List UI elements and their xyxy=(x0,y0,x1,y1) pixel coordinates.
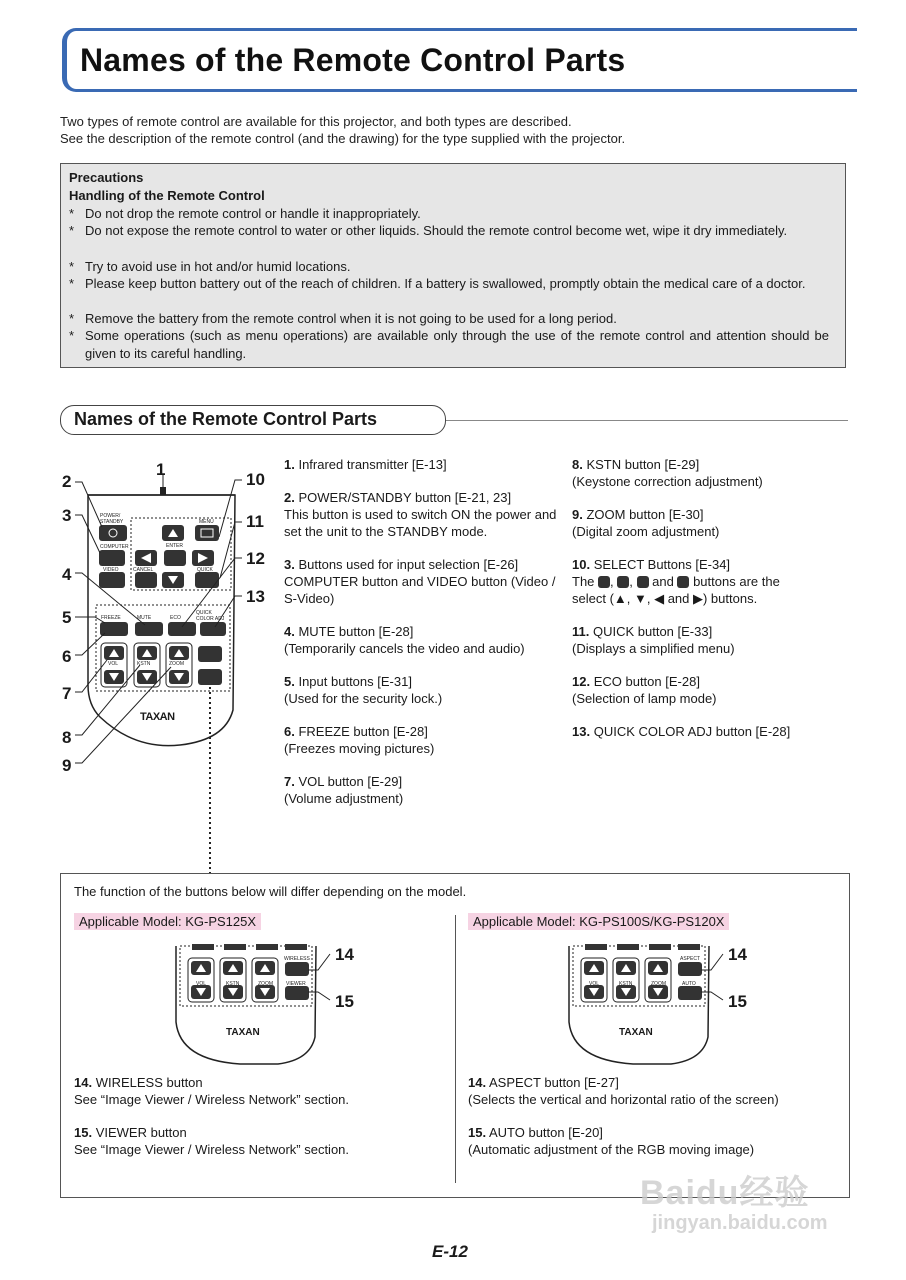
callout-4: 4 xyxy=(62,565,72,584)
mini-label-vol: VOL xyxy=(589,981,600,987)
callout-14-right: 14 xyxy=(728,945,747,964)
label-computer: COMPUTER xyxy=(100,544,129,550)
desc-item: 8. KSTN button [E-29] (Keystone correction adjustment) xyxy=(572,457,763,489)
desc-item: 3. Buttons used for input selection [E-26] COMPUTER button and VIDEO button (Video / S-Video) xyxy=(284,557,556,606)
label-power: POWER/ STANDBY xyxy=(100,513,124,525)
model-button-top xyxy=(198,646,222,662)
page-number: E-12 xyxy=(432,1242,468,1261)
callout-12: 12 xyxy=(246,549,265,568)
label-cancel: CANCEL xyxy=(133,567,154,573)
infrared-transmitter-icon xyxy=(160,487,166,495)
desc-item: 12. ECO button [E-28] (Selection of lamp mode) xyxy=(572,674,717,706)
intro-line-1: Two types of remote control are available for this projector, and both types are described. xyxy=(60,114,572,129)
computer-button xyxy=(99,550,125,566)
label-zoom: ZOOM xyxy=(169,661,184,667)
callout-11: 11 xyxy=(246,512,264,531)
callout-14-left: 14 xyxy=(335,945,354,964)
desc-item: 13. QUICK COLOR ADJ button [E-28] xyxy=(572,724,791,739)
label-enter: ENTER xyxy=(166,543,183,549)
quick-color-adj-button xyxy=(200,622,226,636)
left-button-icon xyxy=(637,576,649,588)
label-menu: MENU xyxy=(199,519,214,525)
desc-item: 15. AUTO button [E-20] (Automatic adjustment of the RGB moving image) xyxy=(468,1125,755,1157)
label-vol: VOL xyxy=(108,661,119,667)
remote-control-drawing xyxy=(55,455,275,880)
label-kstn: KSTN xyxy=(137,661,151,667)
mini-label-wireless: WIRELESS xyxy=(284,956,310,962)
callout-8: 8 xyxy=(62,728,72,747)
precaution-item: * Some operations (such as menu operations) are available only through the use of the remote control and attention should be given to its careful handling. xyxy=(69,328,829,361)
desc-item: 14. WIRELESS button See “Image Viewer / Wireless Network” section. xyxy=(74,1075,350,1107)
desc-item: 2. POWER/STANDBY button [E-21, 23] This button is used to switch ON the power and set the unit to the STANDBY mode. xyxy=(284,490,557,539)
intro-line-2: See the description of the remote control (and the drawing) for the type supplied with the projector. xyxy=(60,131,626,146)
eco-button xyxy=(168,622,196,636)
desc-item: 9. ZOOM button [E-30] (Digital zoom adjustment) xyxy=(572,507,720,539)
menu-button xyxy=(195,525,219,541)
precaution-item: * Please keep button battery out of the reach of children. If a battery is swallowed, promptly obtain the medical care of a doctor. xyxy=(69,276,806,291)
precaution-item: * Try to avoid use in hot and/or humid locations. xyxy=(69,259,351,274)
mini-label-auto: AUTO xyxy=(682,981,696,987)
label-freeze: FREEZE xyxy=(101,615,121,621)
mini-label-viewer: VIEWER xyxy=(286,981,306,987)
callout-15-right: 15 xyxy=(728,992,747,1011)
model-button-bottom xyxy=(198,669,222,685)
column-divider xyxy=(455,915,456,1183)
section-rule xyxy=(440,420,848,421)
up-button-icon xyxy=(598,576,610,588)
model-tag-right: Applicable Model: KG-PS100S/KG-PS120X xyxy=(468,913,729,930)
callout-6: 6 xyxy=(62,647,72,666)
right-button-icon xyxy=(677,576,689,588)
wireless-button xyxy=(285,962,309,976)
brand-logo: TAXAN xyxy=(140,711,175,723)
label-video: VIDEO xyxy=(103,567,119,573)
desc-item: 6. FREEZE button [E-28] (Freezes moving pictures) xyxy=(284,724,435,756)
callout-9: 9 xyxy=(62,756,72,775)
callout-5: 5 xyxy=(62,608,72,627)
label-quick-color: QUICK COLOR ADJ xyxy=(196,610,225,622)
enter-button xyxy=(164,550,186,566)
mini-label-zoom: ZOOM xyxy=(651,981,666,987)
callout-10: 10 xyxy=(246,470,265,489)
label-quick: QUICK xyxy=(197,567,213,573)
precaution-item: * Remove the battery from the remote control when it is not going to be used for a long period. xyxy=(69,311,617,326)
precautions-heading: Precautions xyxy=(69,170,144,185)
callout-2: 2 xyxy=(62,472,72,491)
mini-label-vol: VOL xyxy=(196,981,207,987)
mini-brand-left: TAXAN xyxy=(226,1027,260,1038)
mini-label-kstn: KSTN xyxy=(619,981,633,987)
auto-button xyxy=(678,986,702,1000)
desc-item: 5. Input buttons [E-31] (Used for the security lock.) xyxy=(284,674,443,706)
model-tag-left: Applicable Model: KG-PS125X xyxy=(74,913,261,930)
precaution-item: * Do not expose the remote control to water or other liquids. Should the remote control become wet, wipe it dry immediately. xyxy=(69,223,788,238)
desc-item: 7. VOL button [E-29] (Volume adjustment) xyxy=(284,774,404,806)
mini-label-kstn: KSTN xyxy=(226,981,240,987)
viewer-button xyxy=(285,986,309,1000)
video-button xyxy=(99,572,125,588)
quick-button xyxy=(195,572,219,588)
section-heading: Names of the Remote Control Parts xyxy=(74,409,378,429)
desc-item: 10. SELECT Buttons [E-34] The , , and buttons are the select (▲, ▼, ◀ and ▶) buttons. xyxy=(572,557,780,606)
page-title: Names of the Remote Control Parts xyxy=(80,42,626,78)
label-eco: ECO xyxy=(170,615,181,621)
label-mute: MUTE xyxy=(137,615,152,621)
mini-label-aspect: ASPECT xyxy=(680,956,701,962)
desc-item: 11. QUICK button [E-33] (Displays a simplified menu) xyxy=(572,624,735,656)
desc-item: 4. MUTE button [E-28] (Temporarily cancels the video and audio) xyxy=(284,624,525,656)
variants-note: The function of the buttons below will differ depending on the model. xyxy=(74,884,467,899)
down-button-icon xyxy=(617,576,629,588)
desc-item: 15. VIEWER button See “Image Viewer / Wireless Network” section. xyxy=(74,1125,350,1157)
desc-item: 1. Infrared transmitter [E-13] xyxy=(284,457,447,472)
watermark-url: jingyan.baidu.com xyxy=(652,1212,828,1234)
watermark-logo: Baidu经验 xyxy=(640,1174,810,1212)
callout-3: 3 xyxy=(62,506,72,525)
precaution-item: * Do not drop the remote control or handle it inappropriately. xyxy=(69,206,421,221)
mini-brand-right: TAXAN xyxy=(619,1027,653,1038)
callout-1: 1 xyxy=(156,460,166,479)
callout-15-left: 15 xyxy=(335,992,354,1011)
aspect-button xyxy=(678,962,702,976)
desc-item: 14. ASPECT button [E-27] (Selects the vertical and horizontal ratio of the screen) xyxy=(468,1075,779,1107)
power-standby-button xyxy=(99,525,127,541)
precautions-box xyxy=(60,163,846,368)
precautions-subheading: Handling of the Remote Control xyxy=(69,188,265,203)
mini-label-zoom: ZOOM xyxy=(258,981,273,987)
callout-13: 13 xyxy=(246,587,265,606)
callout-7: 7 xyxy=(62,684,72,703)
mute-button xyxy=(135,622,163,636)
cancel-button xyxy=(135,572,157,588)
